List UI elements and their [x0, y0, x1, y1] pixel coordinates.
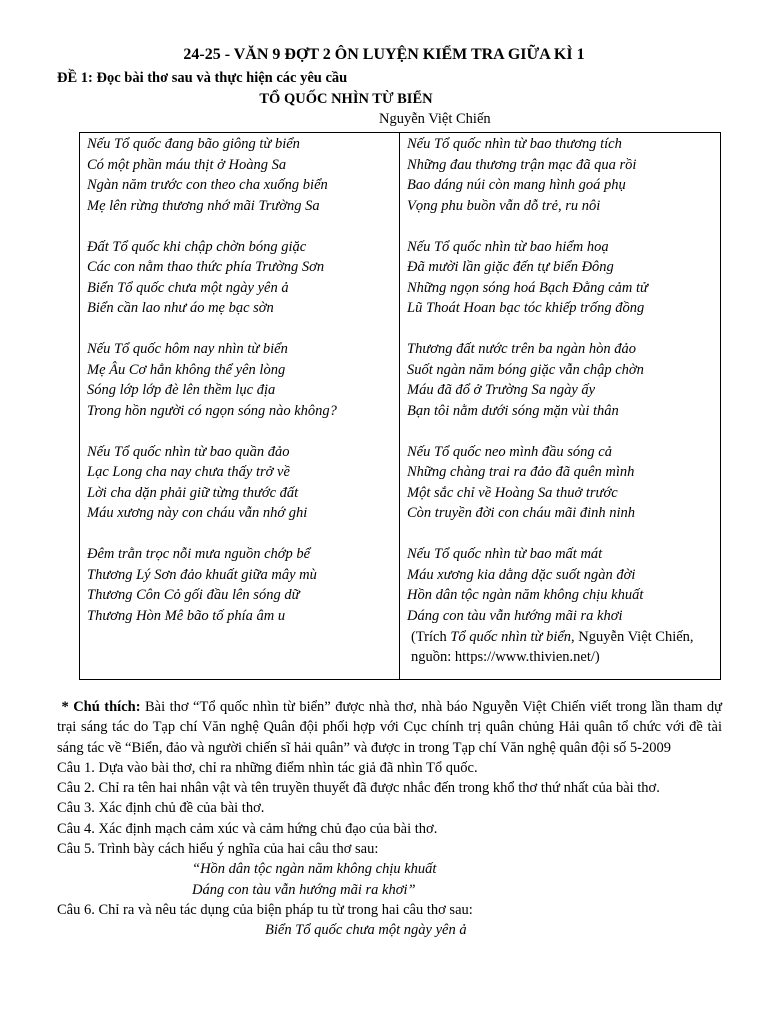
- poem-stanza: [87, 237, 399, 319]
- poem-line: Lời cha dặn phải giữ từng thước đất: [87, 484, 299, 501]
- poem-line: Bao dáng núi còn mang hình goá phụ: [407, 177, 626, 193]
- poem-line: Dáng con tàu vẫn hướng mãi ra khơi: [407, 607, 623, 624]
- poem-line: Biển cần lao như áo mẹ bạc sờn: [87, 300, 274, 316]
- question-1: Câu 1. Dựa vào bài thơ, chỉ ra những điểm nhìn tác giả đã nhìn Tổ quốc.: [57, 759, 478, 776]
- poem-line: Thương Hòn Mê bão tố phía âm u: [87, 607, 286, 624]
- question-5-quote-line-2: Dáng con tàu vẫn hướng mãi ra khơi”: [192, 881, 416, 898]
- question-6: Câu 6. Chỉ ra và nêu tác dụng của biện pháp tu từ trong hai câu thơ sau:: [57, 901, 473, 918]
- poem-line: Đã mười lần giặc đến tự biển Đông: [407, 259, 614, 275]
- footnote: [57, 697, 722, 758]
- poem-line: Vọng phu buồn vẫn dỗ trẻ, ru nôi: [407, 197, 601, 214]
- poem-stanza: [407, 544, 716, 626]
- poem-stanza: [87, 134, 399, 216]
- poem-line: Máu xương này con cháu vẫn nhớ ghi: [87, 505, 308, 521]
- poem-stanza: [87, 442, 399, 524]
- poem-column-right: [400, 133, 720, 679]
- poem-line: Bạn tôi nằm dưới sóng mặn vùi thân: [407, 402, 619, 419]
- poem-table: [79, 132, 721, 680]
- poem-line: Nếu Tổ quốc nhìn từ bao mất mát: [407, 546, 603, 562]
- poem-line: Những đau thương trận mạc đã qua rồi: [407, 156, 637, 173]
- poem-stanza: [407, 339, 716, 421]
- question-4: Câu 4. Xác định mạch cảm xúc và cảm hứng chủ đạo của bài thơ.: [57, 820, 438, 837]
- poem-line: Thương Côn Cỏ gối đầu lên sóng dữ: [87, 587, 300, 603]
- poem-line: Thương đất nước trên ba ngàn hòn đảo: [407, 341, 637, 357]
- poem-line: Một sắc chỉ về Hoàng Sa thuở trước: [407, 484, 618, 501]
- question-5: Câu 5. Trình bày cách hiểu ý nghĩa của hai câu thơ sau:: [57, 841, 379, 858]
- poem-line: Nếu Tổ quốc đang bão giông từ biển: [87, 136, 300, 152]
- question-3: Câu 3. Xác định chủ đề của bài thơ.: [57, 800, 265, 817]
- poem-line: Các con nằm thao thức phía Trường Sơn: [87, 259, 325, 275]
- poem-source-citation: [407, 627, 716, 667]
- poem-line: Máu đã đổ ở Trường Sa ngày ấy: [407, 382, 596, 398]
- poem-stanza: [87, 544, 399, 626]
- poem-title: TỔ QUỐC NHÌN TỪ BIỂN: [259, 91, 433, 107]
- poem-line: Biển Tổ quốc chưa một ngày yên ả: [87, 279, 289, 296]
- poem-line: Những ngọn sóng hoá Bạch Đằng cảm tử: [407, 279, 648, 296]
- poem-line: Đất Tổ quốc khi chập chờn bóng giặc: [87, 238, 307, 255]
- poem-line: Suốt ngàn năm bóng giặc vẫn chập chờn: [407, 361, 644, 378]
- exercise-heading: ĐỀ 1: Đọc bài thơ sau và thực hiện các yêu cầu: [57, 70, 348, 86]
- poem-line: Đêm trằn trọc nỗi mưa nguồn chớp bể: [87, 546, 311, 562]
- poem-stanza: [87, 339, 399, 421]
- poem-line: Thương Lý Sơn đảo khuất giữa mây mù: [87, 566, 317, 583]
- poem-line: Sóng lớp lớp đè lên thềm lục địa: [87, 382, 276, 398]
- poem-line: Mẹ lên rừng thương nhớ mãi Trường Sa: [87, 197, 320, 214]
- poem-line: Lạc Long cha nay chưa thấy trở về: [87, 464, 290, 480]
- question-2: Câu 2. Chỉ ra tên hai nhân vật và tên truyền thuyết đã được nhắc đến trong khổ thơ thứ nhất của bài thơ.: [57, 780, 660, 797]
- poem-line: Nếu Tổ quốc nhìn từ bao quần đảo: [87, 443, 290, 460]
- poem-line: Nếu Tổ quốc hôm nay nhìn từ biển: [87, 341, 288, 357]
- source-prefix: (Trích: [411, 629, 451, 645]
- source-suffix: , Nguyễn Việt Chiến, nguồn: https://www.thivien.net/): [411, 629, 694, 665]
- poem-line: Có một phần máu thịt ở Hoàng Sa: [87, 156, 287, 173]
- poem-author: Nguyễn Việt Chiến: [379, 111, 491, 127]
- poem-line: Máu xương kia dằng dặc suốt ngàn đời: [407, 566, 636, 583]
- poem-stanza: [407, 134, 716, 216]
- poem-line: Ngàn năm trước con theo cha xuống biển: [87, 177, 328, 193]
- poem-line: Nếu Tổ quốc nhìn từ bao thương tích: [407, 136, 622, 152]
- poem-column-left: [80, 133, 400, 679]
- poem-line: Còn truyền đời con cháu mãi đinh ninh: [407, 505, 636, 521]
- poem-line: Hồn dân tộc ngàn năm không chịu khuất: [407, 587, 644, 603]
- question-5-quote-line-1: “Hồn dân tộc ngàn năm không chịu khuất: [192, 861, 437, 878]
- question-6-quote-line-1: Biển Tổ quốc chưa một ngày yên ả: [265, 922, 467, 939]
- footnote-text: Bài thơ “Tổ quốc nhìn từ biển” được nhà thơ, nhà báo Nguyễn Việt Chiến viết trong lần tham dự trại sáng tác do Tạp chí Văn nghệ Quân đội phối hợp với Cục chính trị quân chủng Hải quân tổ chức với đề tài sáng tác về “Biển, đảo và người chiến sĩ hải quân” và được in trong Tạp chí Văn nghệ quân đội số 5-2009: [57, 699, 722, 756]
- poem-stanza: [407, 442, 716, 524]
- poem-line: Nếu Tổ quốc nhìn từ bao hiểm hoạ: [407, 238, 609, 255]
- document-title: 24-25 - VĂN 9 ĐỢT 2 ÔN LUYỆN KIỂM TRA GIỮA KÌ 1: [183, 46, 585, 63]
- poem-line: Những chàng trai ra đảo đã quên mình: [407, 464, 635, 480]
- questions-section: [57, 697, 722, 941]
- poem-line: Nếu Tổ quốc neo mình đầu sóng cả: [407, 443, 612, 460]
- poem-line: Mẹ Âu Cơ hẳn không thể yên lòng: [87, 361, 286, 378]
- poem-stanza: [407, 237, 716, 319]
- poem-line: Trong hồn người có ngọn sóng nào không?: [87, 402, 337, 419]
- footnote-label: * Chú thích:: [61, 699, 141, 715]
- source-work-title: Tổ quốc nhìn từ biển: [450, 629, 572, 645]
- poem-line: Lũ Thoát Hoan bạc tóc khiếp trống đồng: [407, 300, 645, 316]
